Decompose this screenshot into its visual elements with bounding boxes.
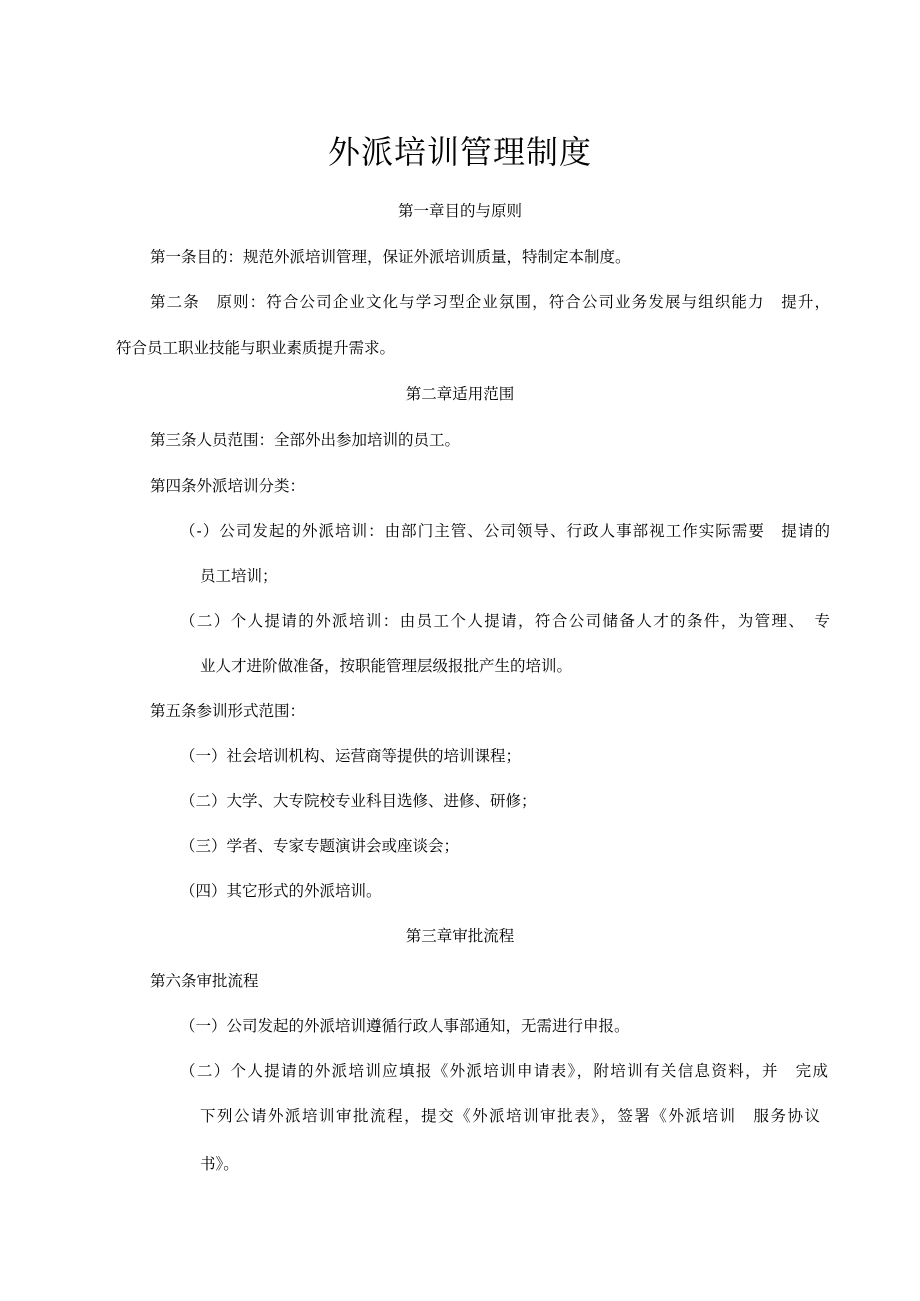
- article-4-item-2-line-2: 业人才进阶做准备，按职能管理层级报批产生的培训。: [200, 657, 573, 675]
- article-6-item-2-line-2: 下列公请外派培训审批流程，提交《外派培训审批表》，签署《外派培训 服务协议: [200, 1107, 820, 1125]
- article-5: 第五条参训形式范围：: [150, 702, 306, 720]
- article-4: 第四条外派培训分类：: [150, 477, 306, 495]
- article-1: 第一条目的：规范外派培训管理，保证外派培训质量，特制定本制度。: [150, 248, 631, 266]
- article-4-item-1-line-1: （-）公司发起的外派培训：由部门主管、公司领导、行政人事部视工作实际需要 提请的: [180, 522, 830, 540]
- article-6-item-2-line-1: （二）个人提请的外派培训应填报《外派培训申请表》，附培训有关信息资料，并 完成: [180, 1062, 828, 1080]
- article-4-item-2-line-1: （二）个人提请的外派培训：由员工个人提请，符合公司储备人才的条件，为管理、 专: [180, 612, 830, 630]
- article-5-item-1: （一）社会培训机构、运营商等提供的培训课程；: [180, 747, 522, 765]
- article-4-item-1-line-2: 员工培训；: [200, 567, 278, 585]
- document-title: 外派培训管理制度: [327, 133, 592, 171]
- chapter-1-heading: 第一章目的与原则: [397, 202, 522, 220]
- chapter-3-heading: 第三章审批流程: [405, 927, 515, 945]
- article-2-line-1: 第二条 原则：符合公司企业文化与学习型企业氛围，符合公司业务发展与组织能力 提升，: [150, 293, 830, 311]
- article-2-line-2: 符合员工职业技能与职业素质提升需求。: [116, 339, 396, 357]
- article-6: 第六条审批流程: [150, 972, 259, 990]
- article-5-item-4: （四）其它形式的外派培训。: [180, 882, 382, 900]
- chapter-2-heading: 第二章适用范围: [405, 385, 515, 403]
- article-3: 第三条人员范围：全部外出参加培训的员工。: [150, 431, 461, 449]
- article-5-item-2: （二）大学、大专院校专业科目选修、进修、研修；: [180, 792, 537, 810]
- article-5-item-3: （三）学者、专家专题演讲会或座谈会；: [180, 837, 460, 855]
- article-6-item-2-line-3: 书》。: [200, 1155, 239, 1173]
- article-6-item-1: （一）公司发起的外派培训遵循行政人事部通知，无需进行申报。: [180, 1017, 630, 1035]
